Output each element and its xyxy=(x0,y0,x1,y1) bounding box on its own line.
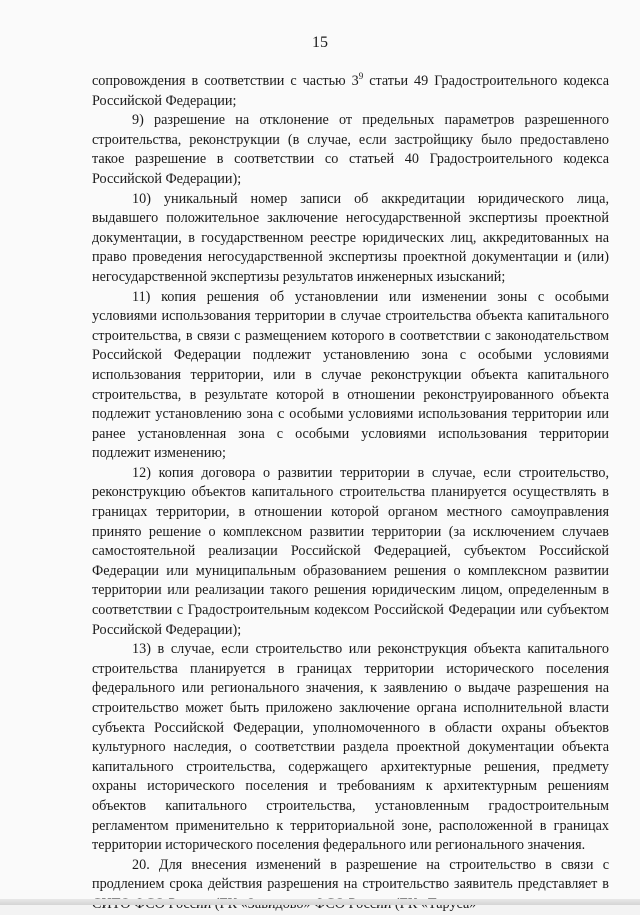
paragraph-item-12: 12) копия договора о развитии территории в случае, если строительство, реконструкцию объектов капитального строительства планируется осуществлять в границах территории, в отношении которой органом местного самоуправления принято решение о комплексном развитии территории (за исключением случаев самостоятельной реализации Российской Федерацией, субъектом Российской Федерации или муниципальным образованием решения о комплексном развитии территории или реализации такого решения юридическим лицом, определенным в соответствии с Градостроительным кодексом Российской Федерации или субъектом Российской Федерации); xyxy=(92,464,609,638)
paragraph-item-13: 13) в случае, если строительство или реконструкция объекта капитального строительства планируется в границах территории исторического поселения федерального или регионального значения, к заявлению о выдаче разрешения на строительство может быть приложено заключение органа исполнительной власти субъекта Российской Федерации, уполномоченного в области охраны объектов культурного наследия, о соответствии раздела проектной документации объекта капитального строительства, содержащего архитектурные решения, предмету охраны исторического поселения и требованиям к архитектурным решениям объектов капитального строительства, установленным градостроительным регламентом применительно к территориальной зоне, расположенной в границах территории исторического поселения федерального или регионального значения. xyxy=(92,641,609,854)
page-bottom-edge xyxy=(0,899,640,905)
document-body xyxy=(92,72,609,915)
paragraph-item-9: 9) разрешение на отклонение от предельных параметров разрешенного строительства, реконструкции (в случае, если застройщику было предоставлено такое разрешение в соответствии со статьей 40 Градостроительного кодекса Российской Федерации); xyxy=(92,112,609,187)
paragraph-item-11: 11) копия решения об установлении или изменении зоны с особыми условиями использования территории в случае строительства объекта капитального строительства, в связи с размещением которого в соответствии с законодательством Российской Федерации подлежит установлению зона с особыми условиями использования территории, или в случае реконструкции объекта капитального строительства, в результате которой в отношении реконструированного объекта подлежит установлению зона с особыми условиями использования территории или ранее установленная зона с особыми условиями использования территории подлежит изменению; xyxy=(92,288,609,462)
paragraph-item-10: 10) уникальный номер записи об аккредитации юридического лица, выдавшего положительное заключение негосударственной экспертизы проектной документации, в государственном реестре юридических лиц, аккредитованных на право проведения негосударственной экспертизы проектной документации и (или) негосударственной экспертизы результатов инженерных изысканий; xyxy=(92,190,609,285)
superscript-9: 9 xyxy=(358,71,364,81)
paragraph-continuation xyxy=(92,72,609,111)
paragraph-continuation-text: сопровождения в соответствии с частью 3 xyxy=(92,73,359,89)
paragraph-item-20: 20. Для внесения изменений в разрешение на строительство в связи с продлением срока действия разрешения на строительство заявитель представляет в xyxy=(92,856,609,893)
paragraph-continuation-tail: статьи 49 Градостроительного кодекса Российской Федерации; xyxy=(92,73,609,109)
page-number: 15 xyxy=(312,34,328,51)
